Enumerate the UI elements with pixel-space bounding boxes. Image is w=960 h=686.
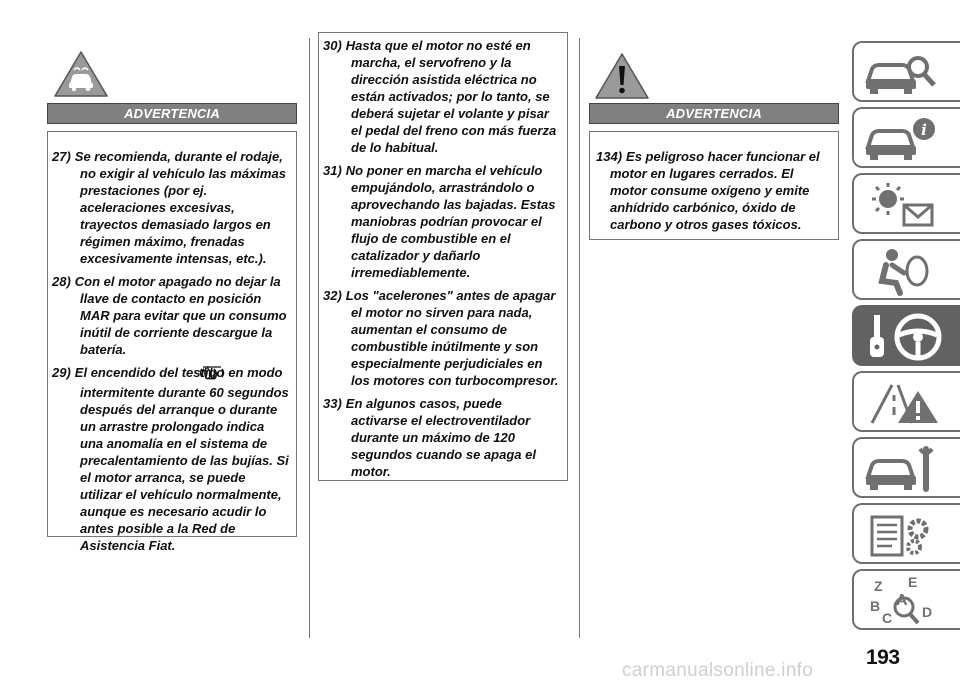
tab-light-message[interactable] [852, 173, 960, 234]
car-info-icon [862, 113, 952, 165]
item-number: 33) [323, 396, 342, 411]
svg-text:i: i [921, 121, 927, 139]
list-item [596, 148, 832, 233]
svg-text:B: B [870, 598, 881, 614]
svg-text:Z: Z [874, 578, 883, 594]
seat-airbag-icon [862, 245, 952, 297]
tab-car-wrench[interactable] [852, 437, 960, 498]
list-item [52, 364, 290, 554]
tab-road-warning[interactable] [852, 371, 960, 432]
key-steering-wheel-icon [862, 311, 952, 363]
item-number: 30) [323, 38, 342, 53]
middle-warning-box [318, 32, 568, 481]
svg-text:A: A [896, 592, 908, 609]
tab-seat-airbag[interactable] [852, 239, 960, 300]
item-text-after: en modo intermitente durante 60 segundos después del arranque o durante un arrastre prolongado indica una anomalía en el sistema de precalentamiento de las bujías. Si el motor arranca, se puede utilizar el vehículo normalmente, aunque es necesario acudir lo antes posible a la Red de Asistencia Fiat. [80, 365, 289, 553]
item-number: 28) [52, 274, 71, 289]
list-item [52, 273, 290, 358]
item-text: En algunos casos, puede activarse el electroventilador durante un máximo de 120 segundos cuando se apaga el motor. [345, 396, 536, 479]
road-warning-icon [862, 377, 952, 429]
list-item [52, 148, 290, 267]
tab-car-info[interactable] [852, 107, 960, 168]
item-text: Hasta que el motor no esté en marcha, el servofreno y la dirección asistida eléctrica no están activados; por lo tanto, se deberá sujetar el volante y pisar el pedal del freno con más fuerza de lo habitual. [345, 38, 557, 155]
right-warning-box [589, 131, 839, 240]
svg-text:C: C [882, 610, 893, 626]
exclamation-warning-icon [594, 52, 650, 105]
left-warning-title: ADVERTENCIA [47, 103, 297, 124]
list-item [323, 162, 561, 281]
item-text: Los "acelerones" antes de apagar el motor no sirven para nada, aumentan el consumo de combustible inútilmente y son especialmente perjudiciales en los motores con turbocompresor. [345, 288, 559, 388]
alphabet-index-icon [862, 575, 952, 627]
tab-specs-gear[interactable] [852, 503, 960, 564]
list-item [323, 37, 561, 156]
list-item [323, 395, 561, 480]
tab-car-search[interactable] [852, 41, 960, 102]
column-divider-left [309, 38, 310, 638]
tab-key-steering-wheel[interactable] [852, 305, 960, 366]
item-number: 31) [323, 163, 342, 178]
light-message-icon [862, 179, 952, 231]
item-number: 32) [323, 288, 342, 303]
specs-gear-icon [862, 509, 952, 561]
left-warning-box [47, 131, 297, 553]
item-number: 27) [52, 149, 71, 164]
item-number: 134) [596, 149, 623, 164]
item-text-before: El encendido del testigo [74, 365, 225, 380]
tab-alphabet-index[interactable] [852, 569, 960, 630]
item-number: 29) [52, 365, 71, 380]
item-text: Con el motor apagado no dejar la llave de contacto en posición MAR para evitar que un consumo inútil de corriente descargue la batería. [74, 274, 287, 357]
car-skid-warning-icon [53, 50, 109, 103]
column-divider-right [579, 38, 580, 638]
item-text: Es peligroso hacer funcionar el motor en lugares cerrados. El motor consume oxígeno y emite anhídrido carbónico, óxido de carbono y otros gases tóxicos. [610, 149, 820, 232]
right-warning-title: ADVERTENCIA [589, 103, 839, 124]
item-text: No poner en marcha el vehículo empujándolo, arrastrándolo o aprovechando las bajadas. Estas maniobras podrían provocar el flujo de combustible en el catalizador y dañarlo irremediablemente. [345, 163, 556, 280]
car-search-icon [862, 47, 952, 99]
page-number: 193 [866, 646, 900, 669]
item-text: Se recomienda, durante el rodaje, no exigir al vehículo las máximas prestaciones (por ej. aceleraciones excesivas, trayectos demasiado largos en régimen máximo, frenadas excesivamente intensas, etc.). [74, 149, 286, 266]
list-item [323, 287, 561, 389]
car-wrench-icon [862, 443, 952, 495]
watermark: carmanualsonline.info [622, 660, 814, 681]
svg-text:E: E [908, 575, 918, 590]
svg-text:D: D [922, 604, 933, 620]
